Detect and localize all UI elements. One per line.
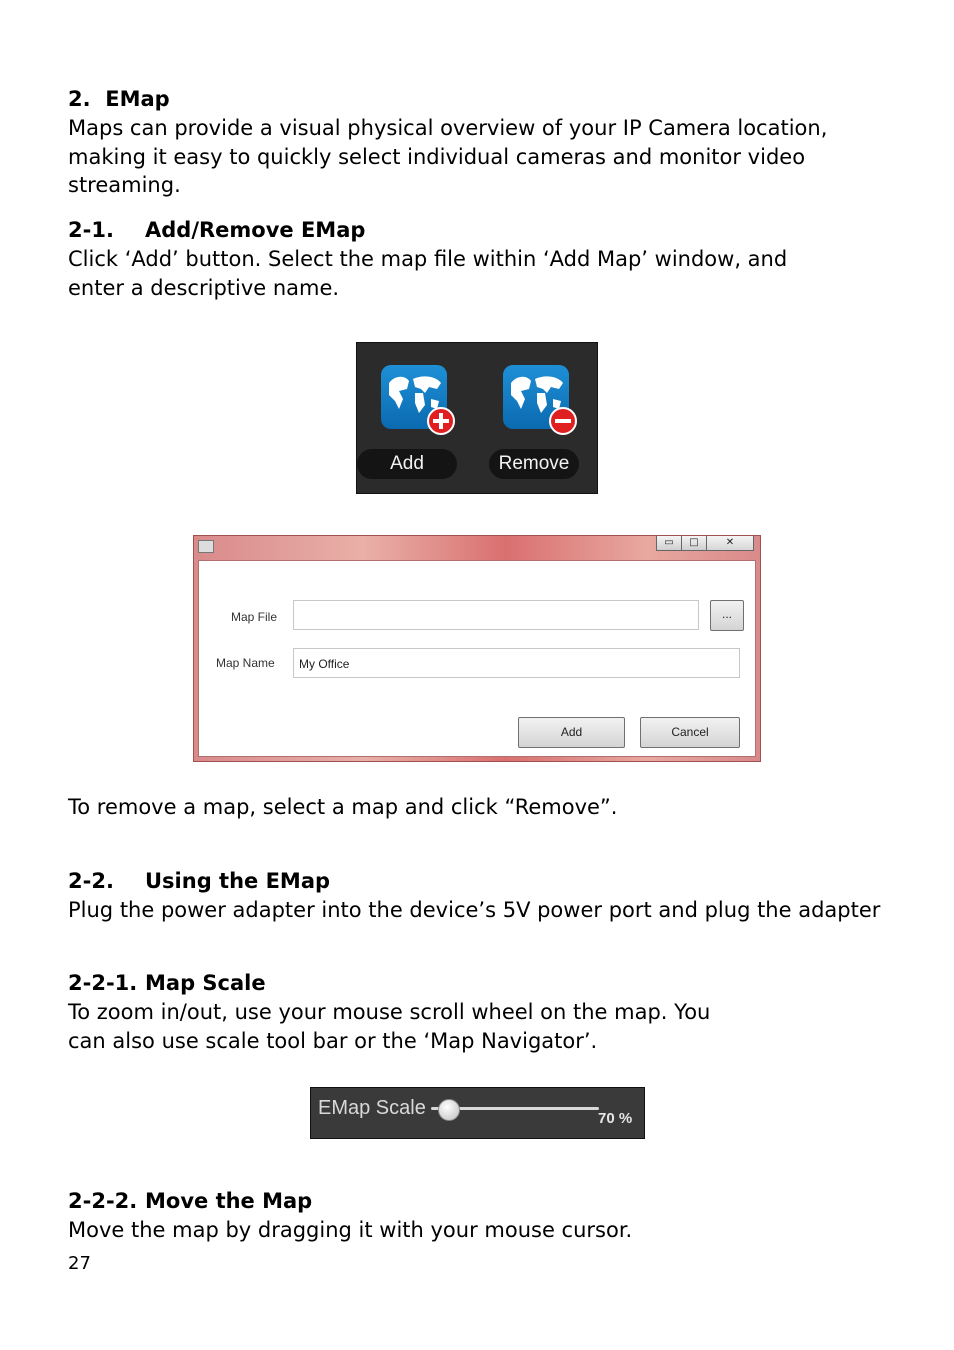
scale-slider-handle[interactable] <box>438 1099 460 1121</box>
map-file-label: Map File <box>231 610 278 624</box>
section-heading-using <box>68 867 330 896</box>
section-heading-map-scale <box>68 969 266 998</box>
minus-badge-icon <box>549 407 577 435</box>
remove-map-button[interactable] <box>487 365 587 485</box>
add-map-button[interactable] <box>357 365 457 485</box>
paragraph-line: Move the map by dragging it with your mouse cursor. <box>68 1218 633 1242</box>
section-heading-move-map <box>68 1187 312 1216</box>
section-number: 2-2-2. <box>68 1189 138 1213</box>
section-number: 2-2-1. <box>68 971 138 995</box>
paragraph-line: To zoom in/out, use your mouse scroll wheel on the map. You <box>68 1000 711 1024</box>
section-number: 2-1. <box>68 218 114 242</box>
paragraph-line: making it easy to quickly select individual cameras and monitor video <box>68 145 806 169</box>
plus-badge-icon <box>427 407 455 435</box>
browse-button[interactable]: ... <box>710 600 744 631</box>
section-number: 2-2. <box>68 869 114 893</box>
paragraph-line: streaming. <box>68 173 181 197</box>
scale-value: 70 % <box>598 1110 633 1127</box>
cancel-button[interactable]: Cancel <box>640 717 740 748</box>
add-label: Add <box>357 449 457 479</box>
window-controls <box>656 536 756 551</box>
dialog-content <box>198 560 756 757</box>
section-title: Move the Map <box>145 1189 313 1213</box>
section-title: Map Scale <box>145 971 266 995</box>
paragraph-line: can also use scale tool bar or the ‘Map Navigator’. <box>68 1029 598 1053</box>
section-title: Using the EMap <box>145 869 331 893</box>
section-title: Add/Remove EMap <box>145 218 366 242</box>
paragraph-line: Maps can provide a visual physical overview of your IP Camera location, <box>68 116 828 140</box>
close-icon[interactable]: ✕ <box>706 536 754 551</box>
remove-instructions: To remove a map, select a map and click “Remove”. <box>68 795 618 819</box>
maximize-icon[interactable]: □ <box>681 536 707 551</box>
emap-scale-bar <box>310 1087 645 1139</box>
section-number: 2. <box>68 87 91 111</box>
window-icon <box>198 540 214 553</box>
minimize-icon[interactable]: ▭ <box>656 536 682 551</box>
section-heading-add-remove <box>68 216 365 245</box>
add-map-dialog <box>193 535 761 762</box>
world-map-minus-icon <box>503 365 569 429</box>
emap-toolbar <box>356 342 598 494</box>
map-name-input[interactable]: My Office <box>293 648 740 678</box>
paragraph-line: Plug the power adapter into the device’s 5V power port and plug the adapter <box>68 898 881 922</box>
section-title: EMap <box>105 87 170 111</box>
paragraph-line: Click ‘Add’ button. Select the map file within ‘Add Map’ window, and <box>68 247 788 271</box>
add-button[interactable]: Add <box>518 717 625 748</box>
remove-label: Remove <box>489 449 579 479</box>
scale-label: EMap Scale <box>318 1097 426 1119</box>
world-map-plus-icon <box>381 365 447 429</box>
map-name-label: Map Name <box>216 656 275 670</box>
paragraph-line: enter a descriptive name. <box>68 276 340 300</box>
page-number: 27 <box>68 1253 91 1274</box>
section-heading-emap <box>68 85 170 114</box>
map-file-input[interactable] <box>293 600 699 630</box>
